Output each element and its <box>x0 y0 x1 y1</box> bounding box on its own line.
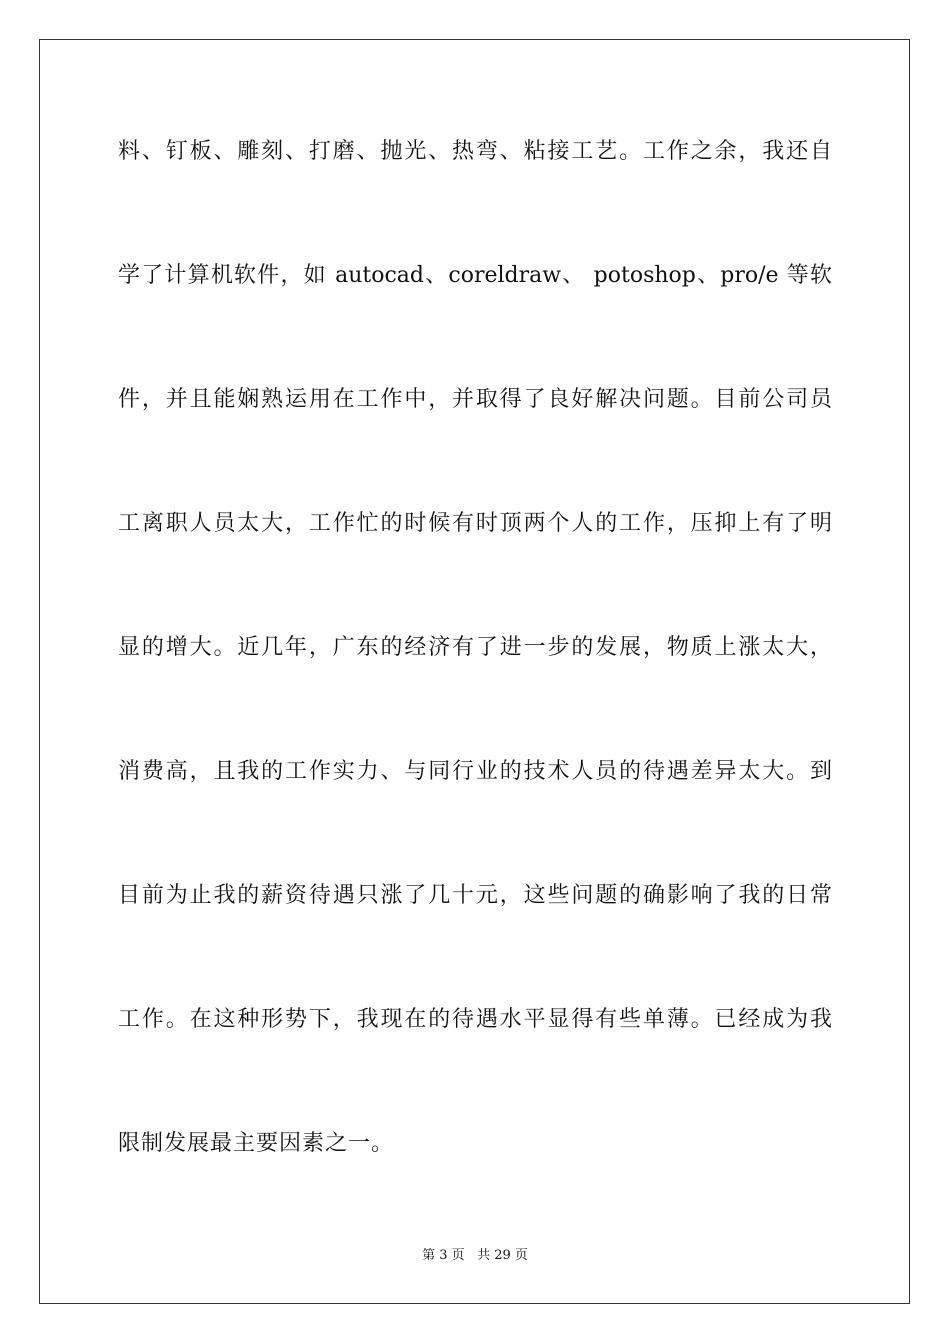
page-number: 第 3 页 <box>422 1248 465 1263</box>
page-frame <box>39 39 910 1304</box>
total-pages: 共 29 页 <box>477 1248 528 1263</box>
text-line: 学了计算机软件，如 autocad、coreldraw、 potoshop、pro/e 等软 <box>118 263 832 288</box>
text-line: 工离职人员太大，工作忙的时候有时顶两个人的工作，压抑上有了明 <box>118 511 832 536</box>
text-line: 显的增大。近几年，广东的经济有了进一步的发展，物质上涨太大， <box>118 635 832 660</box>
text-line: 工作。在这种形势下，我现在的待遇水平显得有些单薄。已经成为我 <box>118 1007 832 1032</box>
page-footer <box>0 1246 950 1266</box>
text-line: 目前为止我的薪资待遇只涨了几十元，这些问题的确影响了我的日常 <box>118 883 832 908</box>
text-line: 料、钉板、雕刻、打磨、抛光、热弯、粘接工艺。工作之余，我还自 <box>118 139 832 164</box>
text-line: 消费高，且我的工作实力、与同行业的技术人员的待遇差异太大。到 <box>118 759 832 784</box>
text-line: 件，并且能娴熟运用在工作中，并取得了良好解决问题。目前公司员 <box>118 387 832 412</box>
text-line-last: 限制发展最主要因素之一。 <box>118 1131 395 1156</box>
